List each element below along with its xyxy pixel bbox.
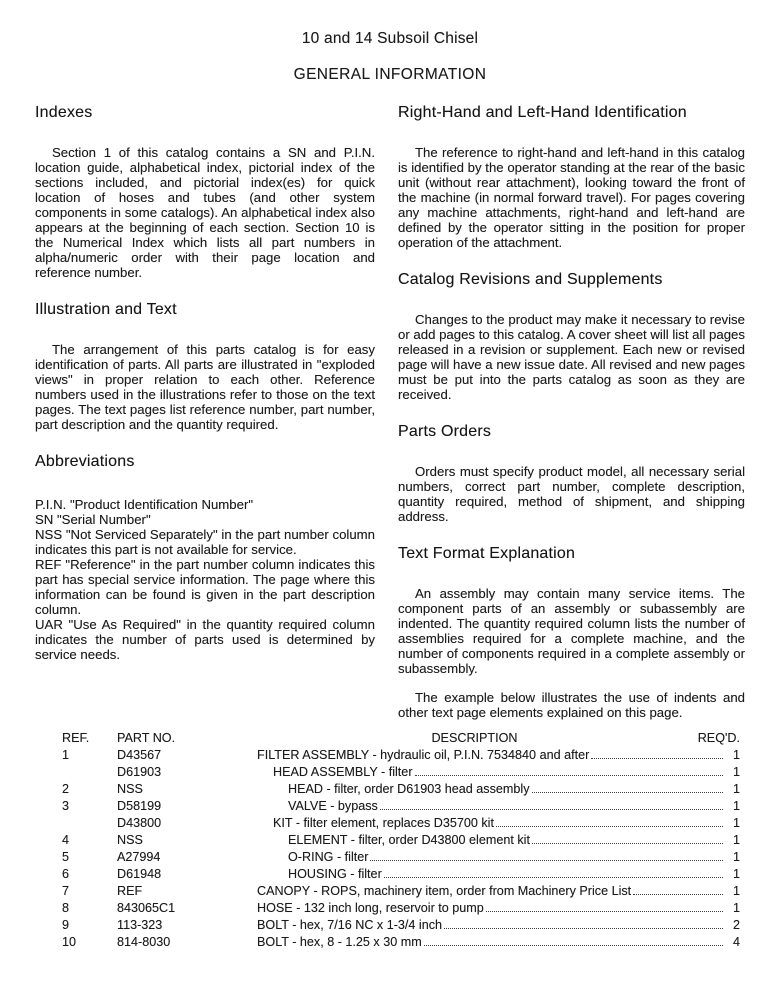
row-part: D61948 bbox=[117, 867, 162, 881]
dot-leader bbox=[384, 877, 723, 878]
table-row bbox=[62, 917, 740, 934]
row-part: D43800 bbox=[117, 816, 162, 830]
row-qty: 1 bbox=[732, 816, 740, 830]
row-desc: O-RING - filter bbox=[288, 850, 369, 864]
row-part: 843065C1 bbox=[117, 901, 176, 915]
row-qty: 1 bbox=[732, 799, 740, 813]
row-desc-cell bbox=[257, 815, 724, 832]
table-row bbox=[62, 934, 740, 951]
table-row bbox=[62, 832, 740, 849]
dot-leader bbox=[591, 758, 723, 759]
row-part: 113-323 bbox=[117, 918, 163, 932]
text-format-paragraph-1: An assembly may contain many service items. The component parts of an assembly or subassembly are indented. The quantity required column lists the number of assemblies required for a complete machine, and the number of components required in a complete assembly or subassembly. bbox=[398, 586, 745, 676]
row-desc-cell bbox=[257, 917, 724, 934]
header-ref: REF. bbox=[62, 731, 90, 745]
table-row bbox=[62, 781, 740, 798]
parts-table-header bbox=[62, 730, 740, 747]
row-desc: BOLT - hex, 8 - 1.25 x 30 mm bbox=[257, 935, 422, 949]
row-desc-cell bbox=[257, 900, 724, 917]
row-desc: ELEMENT - filter, order D43800 element kit bbox=[288, 833, 530, 847]
dot-leader bbox=[415, 775, 723, 776]
row-desc: HEAD - filter, order D61903 head assembly bbox=[288, 782, 530, 796]
page-subtitle: GENERAL INFORMATION bbox=[293, 66, 487, 83]
row-desc-cell bbox=[257, 849, 724, 866]
row-desc: HEAD ASSEMBLY - filter bbox=[273, 765, 413, 779]
row-qty: 1 bbox=[732, 867, 740, 881]
row-desc-cell bbox=[257, 764, 724, 781]
abbrev-ref: REF "Reference" in the part number column indicates this part has special service information. The page where this information can be found is given in the part description column. bbox=[35, 557, 375, 617]
row-desc-cell bbox=[257, 798, 724, 815]
catalog-revisions-paragraph: Changes to the product may make it necessary to revise or add pages to this catalog. A cover sheet will list all pages released in a revision or supplement. Each new or revised page will have a new issue date. All revised and new pages must be put into the parts catalog as soon as they are received. bbox=[398, 312, 745, 402]
abbrev-pin: P.I.N. "Product Identification Number" bbox=[35, 497, 254, 512]
row-qty: 1 bbox=[732, 765, 740, 779]
dot-leader bbox=[370, 860, 723, 861]
table-row bbox=[62, 866, 740, 883]
row-desc-cell bbox=[257, 934, 724, 951]
page-title: 10 and 14 Subsoil Chisel bbox=[301, 30, 479, 47]
header-reqd: REQ'D. bbox=[697, 731, 740, 745]
row-desc: BOLT - hex, 7/16 NC x 1-3/4 inch bbox=[257, 918, 443, 932]
dot-leader bbox=[380, 809, 723, 810]
row-part: A27994 bbox=[117, 850, 161, 864]
row-desc: HOUSING - filter bbox=[288, 867, 382, 881]
parts-orders-paragraph: Orders must specify product model, all necessary serial numbers, correct part number, complete description, quantity required, method of shipment, and shipping address. bbox=[398, 464, 745, 524]
row-ref: 1 bbox=[62, 748, 70, 762]
row-qty: 2 bbox=[732, 918, 740, 932]
two-column-body bbox=[35, 104, 745, 720]
row-ref: 7 bbox=[62, 884, 70, 898]
right-left-hand-paragraph: The reference to right-hand and left-hand in this catalog is identified by the operator standing at the rear of the basic unit (without rear attachment), looking toward the front of the machine (in normal forward travel). For pages covering any machine attachments, right-hand and left-hand are defined by the operator sitting in the position for proper operation of the attachment. bbox=[398, 145, 745, 250]
dot-leader bbox=[486, 911, 723, 912]
illustration-and-text-paragraph: The arrangement of this parts catalog is for easy identification of parts. All parts are illustrated in "exploded views" in proper relation to each other. Reference numbers used in the illustrations refer to those on the text pages. The text pages list reference number, part number, part description and the quantity required. bbox=[35, 342, 375, 432]
row-ref: 8 bbox=[62, 901, 70, 915]
row-ref: 3 bbox=[62, 799, 70, 813]
row-qty: 1 bbox=[732, 850, 740, 864]
dot-leader bbox=[532, 792, 724, 793]
table-row bbox=[62, 815, 740, 832]
row-part: 814-8030 bbox=[117, 935, 171, 949]
row-desc: VALVE - bypass bbox=[288, 799, 378, 813]
abbreviations-list bbox=[35, 497, 375, 662]
text-format-heading: Text Format Explanation bbox=[398, 545, 576, 562]
text-format-paragraph-2: The example below illustrates the use of indents and other text page elements explained on this page. bbox=[398, 690, 745, 720]
row-desc: HOSE - 132 inch long, reservoir to pump bbox=[257, 901, 484, 915]
row-part: D61903 bbox=[117, 765, 162, 779]
row-desc-cell bbox=[257, 866, 724, 883]
row-ref: 5 bbox=[62, 850, 70, 864]
row-qty: 1 bbox=[732, 782, 740, 796]
table-row bbox=[62, 883, 740, 900]
abbrev-sn: SN "Serial Number" bbox=[35, 512, 151, 527]
table-row bbox=[62, 747, 740, 764]
row-ref: 4 bbox=[62, 833, 70, 847]
row-part: D43567 bbox=[117, 748, 162, 762]
row-qty: 4 bbox=[732, 935, 740, 949]
row-ref: 10 bbox=[62, 935, 77, 949]
row-part: NSS bbox=[117, 833, 143, 847]
row-desc-cell bbox=[257, 832, 724, 849]
row-qty: 1 bbox=[732, 884, 740, 898]
right-column bbox=[398, 104, 745, 720]
dot-leader bbox=[633, 894, 723, 895]
row-part: REF bbox=[117, 884, 143, 898]
row-ref: 6 bbox=[62, 867, 70, 881]
header-part: PART NO. bbox=[117, 731, 176, 745]
dot-leader bbox=[444, 928, 723, 929]
dot-leader bbox=[532, 843, 723, 844]
header-description-label: DESCRIPTION bbox=[431, 731, 518, 745]
row-desc-cell bbox=[257, 781, 724, 798]
row-desc: CANOPY - ROPS, machinery item, order from Machinery Price List bbox=[257, 884, 632, 898]
row-ref: 9 bbox=[62, 918, 70, 932]
illustration-and-text-heading: Illustration and Text bbox=[35, 301, 177, 318]
parts-table bbox=[62, 730, 740, 951]
dot-leader bbox=[424, 945, 723, 946]
parts-orders-heading: Parts Orders bbox=[398, 423, 492, 440]
table-row bbox=[62, 764, 740, 781]
row-desc-cell bbox=[257, 883, 724, 900]
abbreviations-heading: Abbreviations bbox=[35, 453, 135, 470]
row-part: D58199 bbox=[117, 799, 162, 813]
catalog-revisions-heading: Catalog Revisions and Supplements bbox=[398, 271, 663, 288]
row-qty: 1 bbox=[732, 833, 740, 847]
header-description bbox=[257, 730, 692, 747]
row-desc: KIT - filter element, replaces D35700 kit bbox=[273, 816, 494, 830]
table-row bbox=[62, 900, 740, 917]
indexes-heading: Indexes bbox=[35, 104, 93, 121]
table-row bbox=[62, 798, 740, 815]
row-desc: FILTER ASSEMBLY - hydraulic oil, P.I.N. 7534840 and after bbox=[257, 748, 590, 762]
dot-leader bbox=[496, 826, 723, 827]
table-row bbox=[62, 849, 740, 866]
row-ref: 2 bbox=[62, 782, 70, 796]
left-column bbox=[35, 104, 375, 720]
abbrev-nss: NSS "Not Serviced Separately" in the part number column indicates this part is not available for service. bbox=[35, 527, 375, 557]
row-qty: 1 bbox=[732, 901, 740, 915]
row-desc-cell bbox=[257, 747, 724, 764]
right-left-hand-heading: Right-Hand and Left-Hand Identification bbox=[398, 104, 687, 121]
row-qty: 1 bbox=[732, 748, 740, 762]
row-part: NSS bbox=[117, 782, 143, 796]
indexes-paragraph: Section 1 of this catalog contains a SN and P.I.N. location guide, alphabetical index, pictorial index of the sections included, and pictorial index(es) for quick location of hoses and tubes (and other system components in some catalogs). An alphabetical index also appears at the beginning of each section. Section 10 is the Numerical Index which lists all part numbers in alpha/numeric order with their page location and reference number. bbox=[35, 145, 375, 280]
abbrev-uar: UAR "Use As Required" in the quantity required column indicates the number of parts used is determined by service needs. bbox=[35, 617, 375, 662]
